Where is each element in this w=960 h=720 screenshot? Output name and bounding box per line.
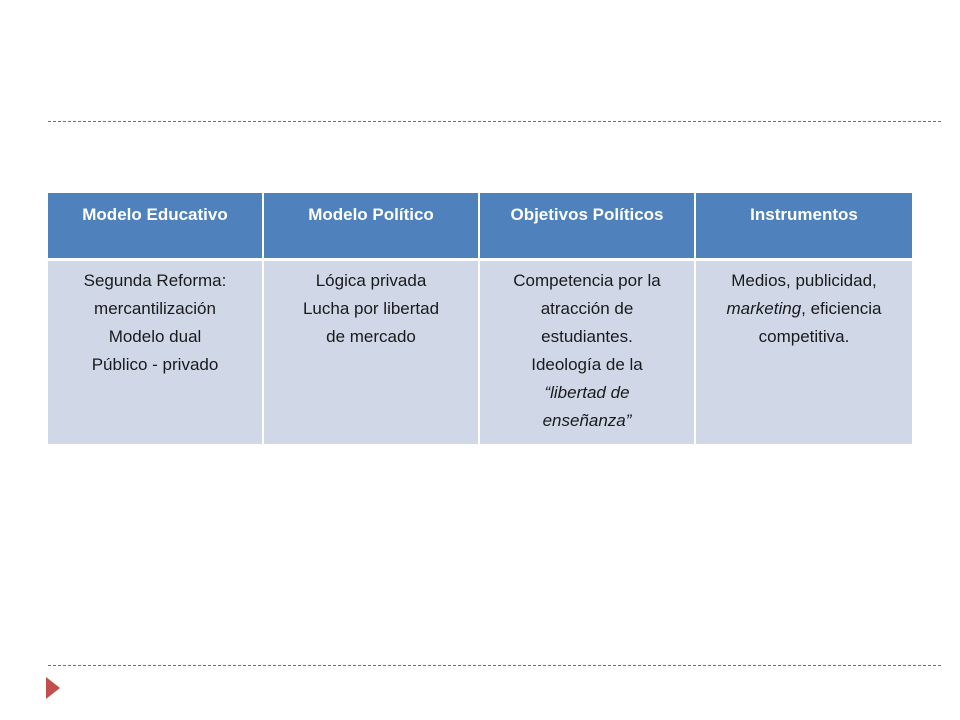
top-dashed-rule [48,121,941,122]
cell-line: Lógica privada [315,271,427,290]
triangle-bullet-icon [46,677,60,699]
cell-line: Segunda Reforma: [83,271,227,290]
cell-line: Modelo dual [108,327,202,346]
marketing-term: marketing [726,299,802,318]
cell-line: Medios, publicidad, [731,271,877,290]
header-instrumentos: Instrumentos [696,193,912,261]
cell-line: Público - privado [91,355,219,374]
cell-line: competitiva. [758,327,850,346]
cell-modelo-educativo [48,261,264,444]
cell-line: estudiantes. [541,327,633,346]
cell-modelo-politico [264,261,480,444]
header-objetivos-politicos: Objetivos Políticos [480,193,696,261]
cell-line-mixed [704,295,904,323]
cell-line-italic: “libertad de [544,383,630,402]
cell-objetivos-politicos [480,261,696,444]
cell-line: Ideología de la [531,355,643,374]
table-row [48,261,912,444]
cell-line: Competencia por la [513,271,661,290]
cell-line: mercantilización [94,299,216,318]
bottom-dashed-rule [48,665,941,666]
header-modelo-politico: Modelo Político [264,193,480,261]
table-header-row [48,193,912,261]
cell-line: de mercado [326,327,416,346]
cell-line: Lucha por libertad [302,299,440,318]
comparison-table [48,193,912,444]
cell-line: atracción de [540,299,634,318]
cell-line-italic: enseñanza” [542,411,632,430]
cell-text: , eficiencia [801,299,882,318]
cell-instrumentos [696,261,912,444]
header-modelo-educativo: Modelo Educativo [48,193,264,261]
